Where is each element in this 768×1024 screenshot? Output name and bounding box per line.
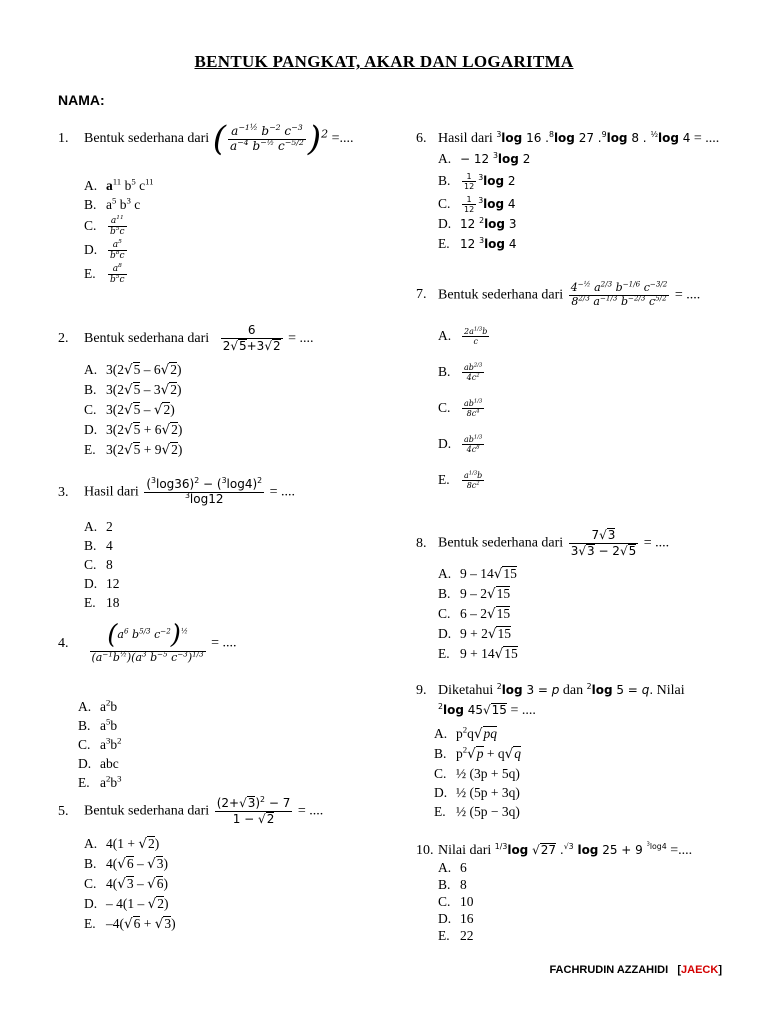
option-a[interactable]: A. 9 – 14√15 [438,566,517,582]
question-1 [58,119,354,159]
question-number: 10. [416,843,434,858]
question-suffix: =.... [670,843,693,858]
option-c[interactable]: C. 10 [438,894,474,909]
math-expression: $\frac{(^3\log 36)^2 - (^3\log 4)^2}{^3\log 12}$ [146,476,263,506]
options-8 [438,564,518,664]
option-d[interactable]: D. ½ (5p + 3q) [434,785,520,800]
author-name: FACHRUDIN AZZAHIDI [549,964,669,976]
question-suffix: =.... [331,131,354,147]
option-c[interactable]: C. 8 [84,557,113,572]
option-d[interactable]: D. 16 [438,911,474,926]
question-suffix: = .... [510,703,536,718]
option-a[interactable]: A. $\frac{2a^{1/3}b}{c}$ [438,326,488,347]
question-number: 4. [58,635,69,651]
question-number: 7. [416,287,427,303]
footer-credit: FACHRUDIN AZZAHIDI [JAECK] [549,964,722,976]
option-a[interactable]: A. 4(1 + √2) [84,836,160,852]
option-e[interactable]: E. 9 + 14√15 [438,646,518,662]
math-expression: $\frac{7√3}{3√3 - 2√5}$ [570,528,637,558]
math-expression: ( $\frac{a^{-1\frac{1}{2}} b^{-2} c^{-3}}{a^{-4} b^{-\frac{1}{2}} c^{-5/2}}$ )$^2$ [212,119,329,159]
option-b[interactable]: B. $p^2√p + q√q$ [434,744,521,762]
option-b[interactable]: B. 4 [84,538,113,553]
question-number: 8. [416,535,427,551]
option-e[interactable]: E. –4(√6 + √3) [84,916,176,932]
options-6 [438,149,530,254]
option-b[interactable]: B. $a^5b$ [78,716,118,733]
options-1 [84,176,154,285]
options-5 [84,834,176,934]
option-a[interactable]: A. $p^2q√pq$ [434,724,497,742]
option-e[interactable]: E. $a^2b^3$ [78,773,122,790]
option-a[interactable]: A. 2 [84,519,113,534]
math-expression: $\frac{6}{2√5+3√2}$ [222,323,281,353]
option-b[interactable]: B. 9 – 2√15 [438,586,511,602]
question-prompt: Diketahui [438,683,494,698]
math-given-1: $^2$log 3 = p [496,682,560,697]
math-expression: $\frac{(2+√3)^2 - 7}{1 - √2}$ [216,795,291,826]
question-9 [416,682,685,699]
option-b[interactable]: B. $a^5$ $b^3$ c [84,195,141,212]
math-expression: $\frac{4^{-\frac{1}{2}} a^{2/3} b^{-1/6} c^{-3/2}}{8^{2/3} a^{-1/3} b^{-2/3} c^{5/2}}$ [570,279,668,308]
question-prompt: Bentuk sederhana dari [84,803,210,819]
math-expression: $^3$log 16 .$^8$log 27 .$^9$log 8 . $^{\frac{1}{2}}$log 4 [496,130,691,145]
question-9-expression: $^2$log 45√15 = .... [438,702,536,718]
option-a[interactable]: A. 6 [438,860,467,875]
question-connector: dan [562,683,584,698]
option-c[interactable]: C. $a^3b^2$ [78,735,122,752]
option-a[interactable]: A. $a^2b$ [78,697,118,714]
option-b[interactable]: B. 8 [438,877,467,892]
option-d[interactable]: D. $\frac{ab^{1/3}}{4c^8}$ [438,434,483,455]
question-suffix: = .... [288,331,314,347]
question-prompt: Hasil dari [438,131,493,146]
option-e[interactable]: E. 22 [438,928,474,943]
option-b[interactable]: B. $\frac{1}{12}$ $^3$log 2 [438,172,516,192]
option-d[interactable]: D. $\frac{a^5}{b^8c}$ [84,238,125,262]
question-suffix: = .... [643,535,670,551]
question-prompt: Nilai dari [438,843,492,858]
math-given-2: $^2$log 5 = q. [586,682,654,697]
option-b[interactable]: B. 4(√6 – √3) [84,856,168,872]
question-number: 1. [58,131,69,147]
question-suffix: = .... [693,131,720,146]
option-e[interactable]: E. $\frac{a^{1/3}b}{8c^2}$ [438,470,483,491]
question-suffix: = .... [297,803,324,819]
option-e[interactable]: E. 12 $^3$log 4 [438,236,517,252]
option-a[interactable]: A. 3(2√5 – 6√2) [84,362,182,378]
question-7 [416,279,701,308]
option-c[interactable]: C. 3(2√5 – √2) [84,402,175,418]
question-number: 6. [416,131,427,146]
option-a[interactable]: A. $a^{11}$ $b^5$ $c^{11}$ [84,176,154,193]
question-number: 2. [58,331,69,347]
option-d[interactable]: D. 12 $^2$log 3 [438,216,517,232]
question-prompt: Bentuk sederhana dari [84,331,210,347]
option-b[interactable]: B. $\frac{ab^{2/3}}{4c^2}$ [438,362,483,383]
option-d[interactable]: D. 3(2√5 + 6√2) [84,422,183,438]
question-3 [58,478,295,507]
question-8 [416,528,669,559]
options-9 [434,724,521,821]
question-prompt: Hasil dari [84,484,139,500]
option-c[interactable]: C. $\frac{1}{12}$ $^3$log 4 [438,194,516,214]
options-10 [438,859,474,944]
option-e[interactable]: E. 18 [84,595,120,610]
question-4 [58,622,237,665]
question-suffix: = .... [269,484,296,500]
question-tail: Nilai [656,683,685,698]
option-c[interactable]: C. ½ (3p + 5q) [434,766,520,781]
math-expression: $\frac{(a^6 b^{5/3} c^{-2})^{\frac{1}{2}}}{(a^{-1}b^{\frac{1}{2}})(a^3 b^{-5} c^{-3})^{1/3}}$ [91,620,204,664]
option-c[interactable]: C. 6 – 2√15 [438,606,511,622]
question-number: 5. [58,803,69,819]
options-4 [78,697,122,792]
author-tag: JAECK [681,964,719,976]
option-d[interactable]: D. 12 [84,576,120,591]
question-number: 3. [58,484,69,500]
question-prompt: Bentuk sederhana dari [84,131,210,147]
question-number: 9. [416,683,427,698]
options-7 [438,326,491,506]
option-c[interactable]: C. 4(√3 – √6) [84,876,168,892]
option-e[interactable]: E. ½ (5p − 3q) [434,804,520,819]
name-label: NAMA: [58,92,105,108]
question-2 [58,324,314,354]
option-d[interactable]: D. 9 + 2√15 [438,626,511,642]
question-suffix: = .... [674,287,701,303]
math-expression: $^{1/3}$log √27 .$^{√3}$ log 25 + 9 $^{^3log4}$ [494,841,667,857]
option-e[interactable]: E. $\frac{a^8}{b^5c}$ [84,262,125,285]
question-6 [416,130,719,147]
option-a[interactable]: A. − 12 $^3$log 2 [438,151,531,166]
question-5 [58,796,323,827]
option-e[interactable]: E. 3(2√5 + 9√2) [84,442,183,458]
option-d[interactable]: D. – 4(1 – √2) [84,896,169,912]
option-b[interactable]: B. 3(2√5 – 3√2) [84,382,182,398]
option-c[interactable]: C. $\frac{ab^{1/3}}{8c^4}$ [438,398,483,419]
options-3 [84,517,120,612]
options-2 [84,360,182,460]
question-suffix: = .... [211,635,237,651]
option-d[interactable]: D. abc [78,756,119,771]
option-c[interactable]: C. $\frac{a^{11}}{b^5c}$ [84,215,125,238]
page-title: BENTUK PANGKAT, AKAR DAN LOGARITMA [194,52,574,71]
question-10 [416,842,692,859]
question-prompt: Bentuk sederhana dari [438,535,564,551]
question-prompt: Bentuk sederhana dari [438,287,564,303]
